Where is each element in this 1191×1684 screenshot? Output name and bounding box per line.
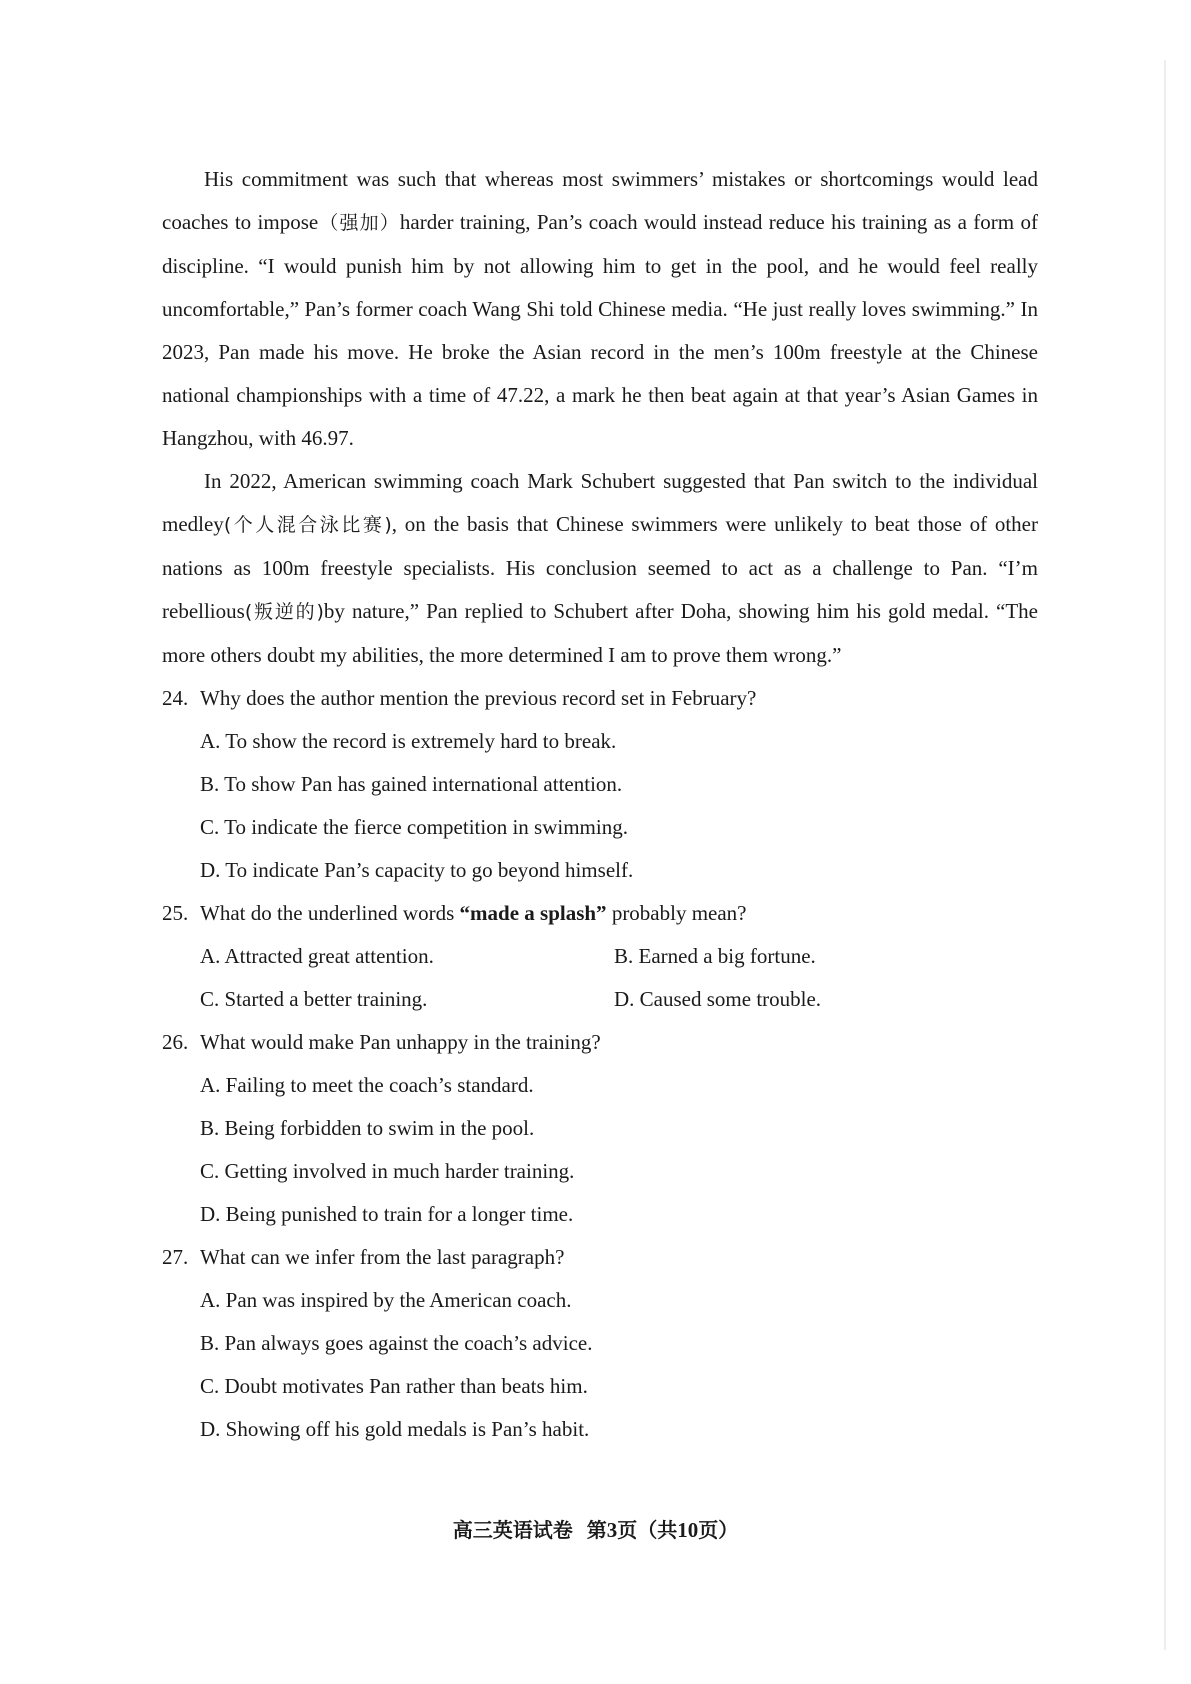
- option-row: [162, 935, 1038, 978]
- question-stem: [162, 1236, 1038, 1279]
- paragraph-commitment: [162, 158, 1038, 460]
- paragraph-text: His commitment was such that whereas most swimmers’ mistakes or shortcomings would lead coaches to impose: [162, 167, 1038, 234]
- question-text: What do the underlined words: [200, 901, 460, 925]
- page-label: 页）: [698, 1518, 739, 1542]
- paragraph-schubert: [162, 460, 1038, 677]
- question-text: Why does the author mention the previous record set in February?: [200, 686, 757, 710]
- underlined-phrase: “made a splash”: [459, 901, 607, 925]
- page-total: 10: [677, 1518, 699, 1542]
- page-number: 3: [606, 1518, 618, 1542]
- page-label: 页（共: [617, 1518, 678, 1542]
- option-c: C. To indicate the fierce competition in swimming.: [200, 815, 628, 839]
- question-number: 25.: [162, 901, 189, 925]
- chinese-gloss: (叛逆的): [244, 601, 324, 623]
- option-a: A. Pan was inspired by the American coach.: [200, 1288, 572, 1312]
- exam-subject: 高三英语试卷: [452, 1518, 573, 1542]
- paragraph-text: by nature,” Pan replied to Schubert after Doha, showing him his gold medal. “The more others doubt my abilities, the more determined I am to prove them wrong.”: [162, 599, 1038, 667]
- page-footer: [0, 1514, 1191, 1543]
- question-26: [162, 1021, 1038, 1236]
- option-d: D. Caused some trouble.: [614, 987, 822, 1011]
- exam-page-content: [162, 158, 1038, 1451]
- option-a: A. Attracted great attention.: [200, 944, 434, 968]
- question-text: What would make Pan unhappy in the training?: [200, 1030, 601, 1054]
- question-number: 27.: [162, 1245, 189, 1269]
- question-number: 26.: [162, 1030, 189, 1054]
- option-a: A. Failing to meet the coach’s standard.: [200, 1073, 534, 1097]
- paragraph-text: , on the basis that Chinese swimmers were unlikely to beat those of other nations as 100m freestyle specialists. His conclusion seemed to act as a challenge to Pan. “I’m rebellious: [162, 512, 1038, 623]
- option-c: C. Doubt motivates Pan rather than beats him.: [200, 1374, 588, 1398]
- question-text: What can we infer from the last paragraph?: [200, 1245, 565, 1269]
- option-b: B. To show Pan has gained international attention.: [200, 772, 623, 796]
- option-a: A. To show the record is extremely hard to break.: [200, 729, 617, 753]
- option-c: C. Started a better training.: [200, 987, 428, 1011]
- chinese-gloss: (个人混合泳比赛): [223, 514, 392, 536]
- page-label: 第: [586, 1518, 607, 1542]
- option-b: B. Pan always goes against the coach’s advice.: [200, 1331, 593, 1355]
- page-edge-line: [1164, 60, 1166, 1650]
- question-27: [162, 1236, 1038, 1451]
- option-row: [162, 978, 1038, 1021]
- question-24: [162, 677, 1038, 892]
- chinese-gloss: （强加）: [318, 212, 400, 234]
- paragraph-text: harder training, Pan’s coach would instead reduce his training as a form of discipline. “I would punish him by not allowing him to get in the pool, and he would feel really uncomfortable,” Pan’s former coach Wang Shi told Chinese media. “He just really loves swimming.” In 2023, Pan made his move. He broke the Asian record in the men’s 100m freestyle at the Chinese national championships with a time of 47.22, a mark he then beat again at that year’s Asian Games in Hangzhou, with 46.97.: [162, 210, 1038, 450]
- option-b: B. Being forbidden to swim in the pool.: [200, 1116, 535, 1140]
- option-d: D. To indicate Pan’s capacity to go beyond himself.: [200, 858, 634, 882]
- question-number: 24.: [162, 686, 189, 710]
- option-c: C. Getting involved in much harder training.: [200, 1159, 575, 1183]
- paragraph-text: In 2022, American swimming coach Mark Schubert suggested that Pan switch to the individual medley: [162, 469, 1038, 536]
- option-b: B. Earned a big fortune.: [614, 944, 816, 968]
- option-d: D. Being punished to train for a longer time.: [200, 1202, 574, 1226]
- question-text: probably mean?: [606, 901, 747, 925]
- question-stem: [162, 1021, 1038, 1064]
- question-stem: [162, 892, 1038, 935]
- question-stem: [162, 677, 1038, 720]
- option-d: D. Showing off his gold medals is Pan’s habit.: [200, 1417, 590, 1441]
- question-25: [162, 892, 1038, 1021]
